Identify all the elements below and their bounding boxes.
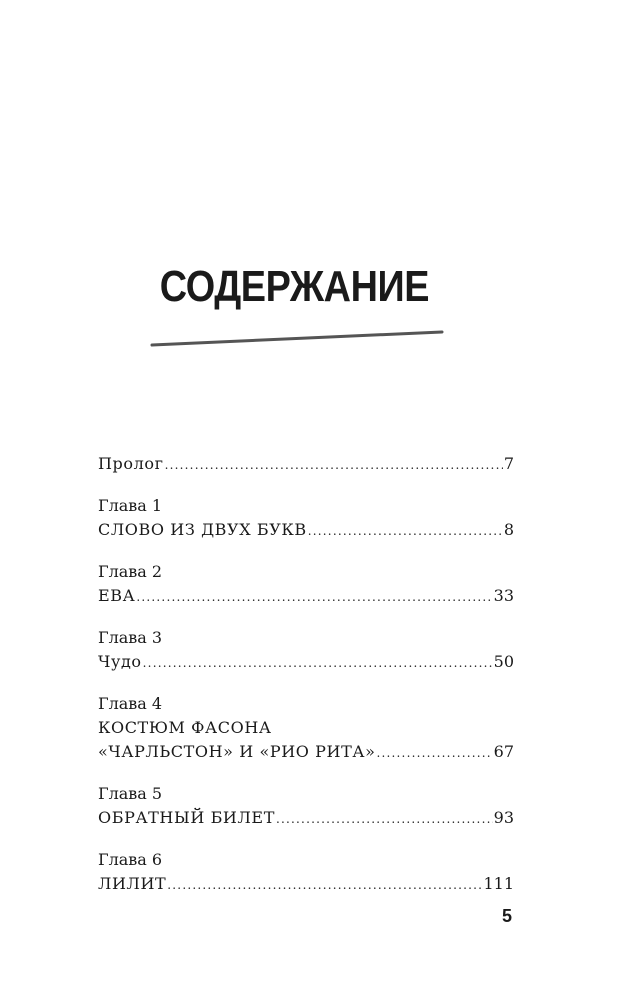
chapter-label: Глава 2 (98, 562, 163, 581)
toc-entry-chapter-2[interactable] (98, 560, 514, 608)
chapter-label: Глава 3 (98, 628, 163, 647)
title-underline (110, 318, 480, 358)
toc-page-number: 7 (503, 454, 514, 473)
leader-dots (308, 519, 503, 543)
toc-page-number: 67 (493, 742, 514, 761)
toc-entry-chapter-6[interactable] (98, 848, 514, 896)
toc-page-number: 111 (483, 874, 514, 893)
toc-entry-chapter-3[interactable] (98, 626, 514, 674)
toc-entry-chapter-4[interactable] (98, 692, 514, 764)
leader-dots (276, 807, 493, 831)
leader-dots (376, 741, 492, 765)
page-number: 5 (502, 906, 513, 926)
leader-dots (165, 453, 503, 477)
leader-dots (143, 651, 493, 675)
toc-page-number: 33 (493, 586, 514, 605)
toc-title: СЛОВО ИЗ ДВУХ БУКВ (98, 520, 307, 539)
toc-title: Пролог (98, 454, 164, 473)
toc-entry-chapter-5[interactable] (98, 782, 514, 830)
toc-title-line-2: «ЧАРЛЬСТОН» И «РИО РИТА» (98, 742, 376, 761)
toc-entry-chapter-1[interactable] (98, 494, 514, 542)
toc-title-line-1: КОСТЮМ ФАСОНА (98, 718, 272, 737)
leader-dots (167, 873, 482, 897)
toc-page-number: 93 (493, 808, 514, 827)
leader-dots (136, 585, 492, 609)
toc-title: ЛИЛИТ (98, 874, 167, 893)
page-title: СОДЕРЖАНИЕ (159, 262, 430, 311)
chapter-label: Глава 1 (98, 496, 163, 515)
toc-title: ЕВА (98, 586, 136, 605)
chapter-label: Глава 5 (98, 784, 163, 803)
toc-title: Чудо (98, 652, 142, 671)
toc-page-number: 50 (493, 652, 514, 671)
toc-page-number: 8 (503, 520, 514, 539)
table-of-contents (98, 452, 514, 896)
toc-title: ОБРАТНЫЙ БИЛЕТ (98, 808, 275, 827)
chapter-label: Глава 6 (98, 850, 163, 869)
toc-entry-prologue[interactable] (98, 452, 514, 476)
chapter-label: Глава 4 (98, 694, 163, 713)
